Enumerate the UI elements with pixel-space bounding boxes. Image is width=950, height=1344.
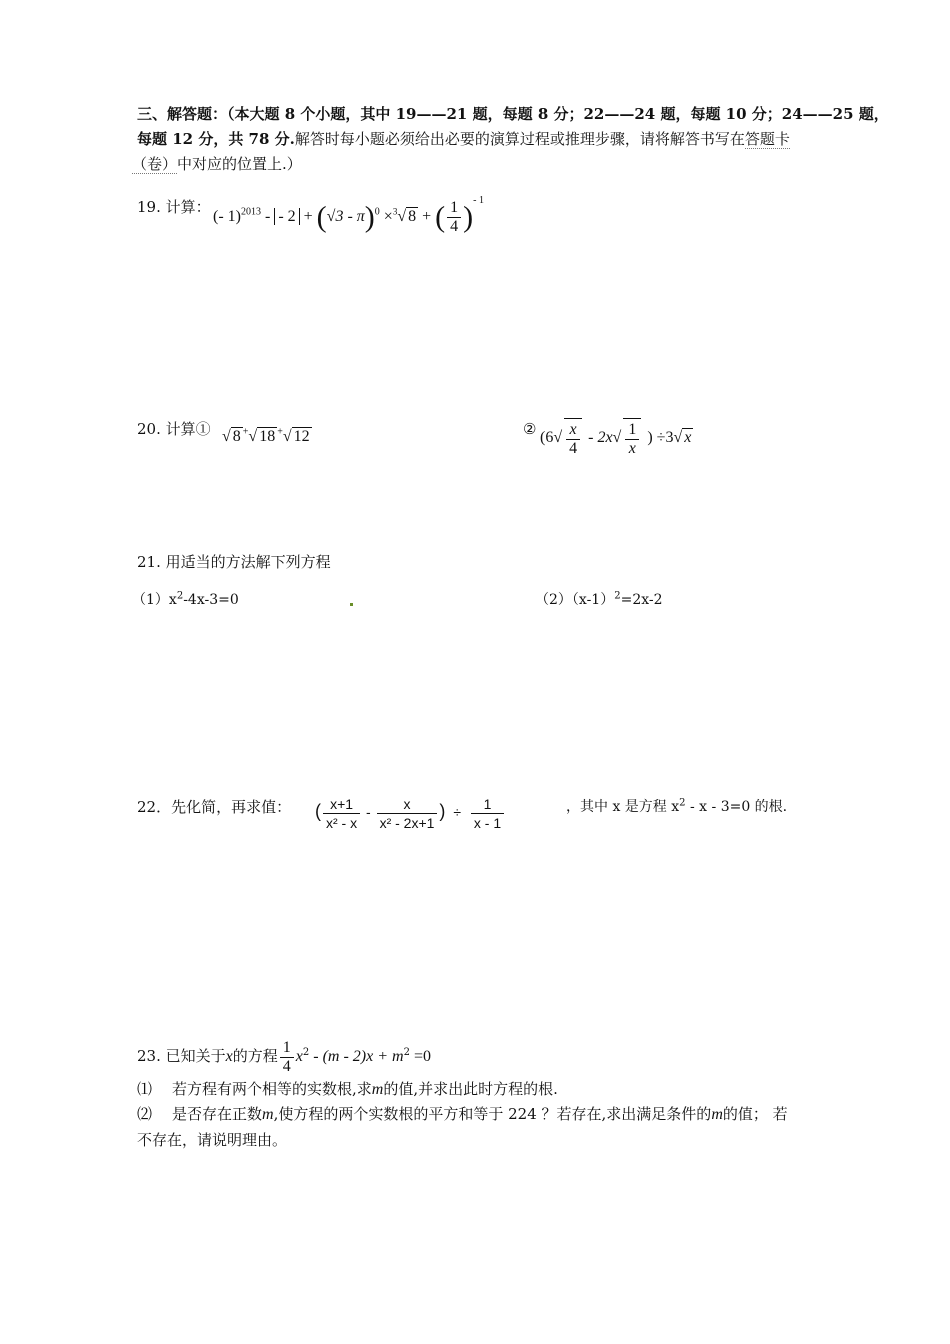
q20-part2-expression: (6√ $\frac{x}{4}$ - 2x√ $\frac{1}{x}$ ) ÷3√ x — [540, 412, 693, 464]
section-instructions-rest: 解答时每小题必须给出必要的演算过程或推理步骤，请将解答书写在 — [294, 130, 745, 148]
q22-f3-den: x - 1 — [473, 814, 502, 831]
q19-expression — [213, 194, 484, 240]
q21-part2 — [535, 589, 663, 611]
q22-f1-den: x² - x — [326, 814, 358, 831]
q21-p1-eq-a: x — [168, 592, 177, 608]
q20-x-last: x — [684, 429, 692, 446]
q19-frac-den: 4 — [450, 217, 459, 235]
q21-part1 — [132, 589, 239, 611]
q22-lparen: ( — [315, 801, 321, 821]
q20-x-den: x — [628, 440, 636, 458]
q21-p1-eq-b: -4x-3=0 — [183, 592, 239, 608]
q21-label: 21. 用适当的方法解下列方程 — [137, 553, 331, 571]
q23-i2-num: ⑵ — [137, 1105, 153, 1123]
q23-eq-exp1: 2 — [302, 1047, 310, 1058]
q19-fraction — [447, 199, 461, 236]
q22-f2-num: x — [377, 795, 438, 814]
q23-frac-den: 4 — [282, 1057, 291, 1075]
q23-eq-mid: - (m - 2)x + m — [309, 1048, 404, 1065]
section-line3-rest: 中对应的位置上.） — [177, 155, 302, 173]
q20-x-num: x — [566, 421, 580, 440]
section-heading: 三、解答题： — [137, 105, 228, 123]
q23-i2-c: 的值； 若 — [722, 1105, 788, 1123]
section-instructions: （本大题 8 个小题，其中 19——21 题，每题 8 分；22——24 题，每题 10 分；24——25 题， — [227, 105, 889, 123]
q19-cbrt-arg: 8 — [408, 208, 417, 225]
q23-item2 — [137, 1103, 788, 1126]
q22-f3-num: 1 — [471, 795, 504, 814]
q19-rparen2: ) — [463, 200, 474, 234]
q19-plus2: + — [422, 208, 432, 225]
q19-neg1: (- 1) — [213, 208, 241, 225]
q22-f1-num: x+1 — [323, 795, 360, 814]
q19-lparen: ( — [316, 200, 327, 234]
q19-times: × — [383, 208, 393, 225]
q19-minus: - — [264, 208, 271, 225]
q19-cbrt-index: 3 — [392, 206, 398, 217]
q20-r3: 12 — [293, 428, 310, 445]
q21-p2-label: （2） — [535, 592, 572, 608]
q20-div3: ) ÷3 — [647, 429, 674, 446]
q19-frac-num: 1 — [447, 199, 461, 218]
q19-abs — [274, 208, 299, 225]
q19-exp0: 0 — [374, 206, 380, 218]
q21-p2-eq-a: （x-1） — [571, 592, 615, 608]
q23-item2-line2: 不存在，请说明理由。 — [137, 1131, 288, 1149]
q23-i2-b: ,使方程的两个实数根的平方和等于 224 ？若存在,求出满足条件的 — [273, 1105, 712, 1123]
q22-f2-den: x² - 2x+1 — [379, 814, 435, 831]
q22-tail-b: - x - 3=0 的根. — [685, 799, 788, 815]
q23-i2-a: 是否存在正数 — [172, 1105, 263, 1123]
q19-abs-inner: - 2 — [278, 208, 296, 225]
q21-p2-eq-b: =2x-2 — [620, 592, 663, 608]
q21-p2-exp: 2 — [614, 590, 621, 602]
q20-label: 20. 计算① — [137, 420, 211, 438]
q20-frac-x4 — [564, 418, 582, 458]
q23-var-x: x — [225, 1048, 233, 1065]
section-heading-line3 — [132, 153, 302, 175]
answer-sheet-link: 答题卡 — [744, 130, 790, 148]
q20-frac-1x — [623, 418, 641, 458]
answer-sheet-volume: （卷） — [132, 155, 178, 173]
q23-fraction — [280, 1039, 294, 1076]
q23-line1 — [137, 1036, 431, 1076]
q19-paren-expr: √3 - π — [326, 208, 365, 225]
q22-expression — [315, 789, 506, 839]
q22-div: ÷ — [453, 804, 461, 820]
q23-i1-num: ⑴ — [137, 1080, 153, 1098]
q19-label: 19. 计算： — [137, 198, 211, 216]
q19-lparen2: ( — [435, 200, 446, 234]
q23-i1-a: 若方程有两个相等的实数根,求 — [172, 1080, 372, 1098]
q19-rparen: ) — [364, 200, 375, 234]
q22-rparen: ) — [439, 801, 446, 821]
q22-tail — [566, 796, 787, 818]
q23-i2-m: m — [262, 1106, 274, 1123]
q20-r1: 8 — [232, 428, 241, 445]
q20-part1-expression: √ 8 +√ 18 +√ 12 — [222, 426, 310, 445]
q19-plus1: + — [303, 208, 313, 225]
q20-four: 4 — [569, 440, 578, 458]
q21-p1-exp: 2 — [176, 590, 184, 602]
q22-frac1 — [323, 795, 360, 832]
q19-exp2013: 2013 — [240, 206, 261, 218]
q20-six: (6 — [540, 429, 554, 446]
q20-plus2: + — [277, 426, 283, 438]
q23-i1-b: 的值,并求出此时方程的根. — [383, 1080, 558, 1098]
q21-p1-label: （1） — [132, 592, 169, 608]
q23-eq-end: =0 — [409, 1048, 431, 1065]
q22-tail-exp: 2 — [679, 797, 686, 809]
q20-part2-label: ② — [523, 420, 537, 438]
q23-i1-m: m — [371, 1081, 384, 1098]
q23-eq-exp2: 2 — [403, 1047, 410, 1058]
section-heading-line2 — [137, 128, 790, 150]
q20-r2: 18 — [259, 428, 276, 445]
q23-frac-num: 1 — [280, 1039, 294, 1058]
q23-i2-m2: m — [711, 1106, 723, 1123]
q23-label-b: 的方程 — [232, 1047, 278, 1065]
q20-minus-2x: - 2x — [588, 429, 613, 446]
q22-frac2 — [377, 795, 438, 832]
q22-label: 22．先化简，再求值： — [137, 798, 292, 816]
section-heading-line1 — [137, 103, 889, 125]
q23-label-a: 23. 已知关于 — [137, 1047, 226, 1065]
q23-item1 — [137, 1078, 558, 1101]
q20-one: 1 — [625, 421, 639, 440]
q23-eq-x: x — [295, 1048, 303, 1065]
stray-dot — [350, 603, 353, 606]
section-points: 每题 12 分，共 78 分. — [137, 130, 295, 148]
q19-cbrt: √ 8 — [397, 208, 417, 225]
q22-frac3 — [471, 795, 504, 832]
q22-tail-a: ，其中 x 是方程 x — [566, 799, 680, 815]
q19-exp-neg1: - 1 — [473, 194, 484, 206]
q20-plus1: + — [242, 426, 249, 438]
q22-minus: - — [366, 804, 371, 820]
